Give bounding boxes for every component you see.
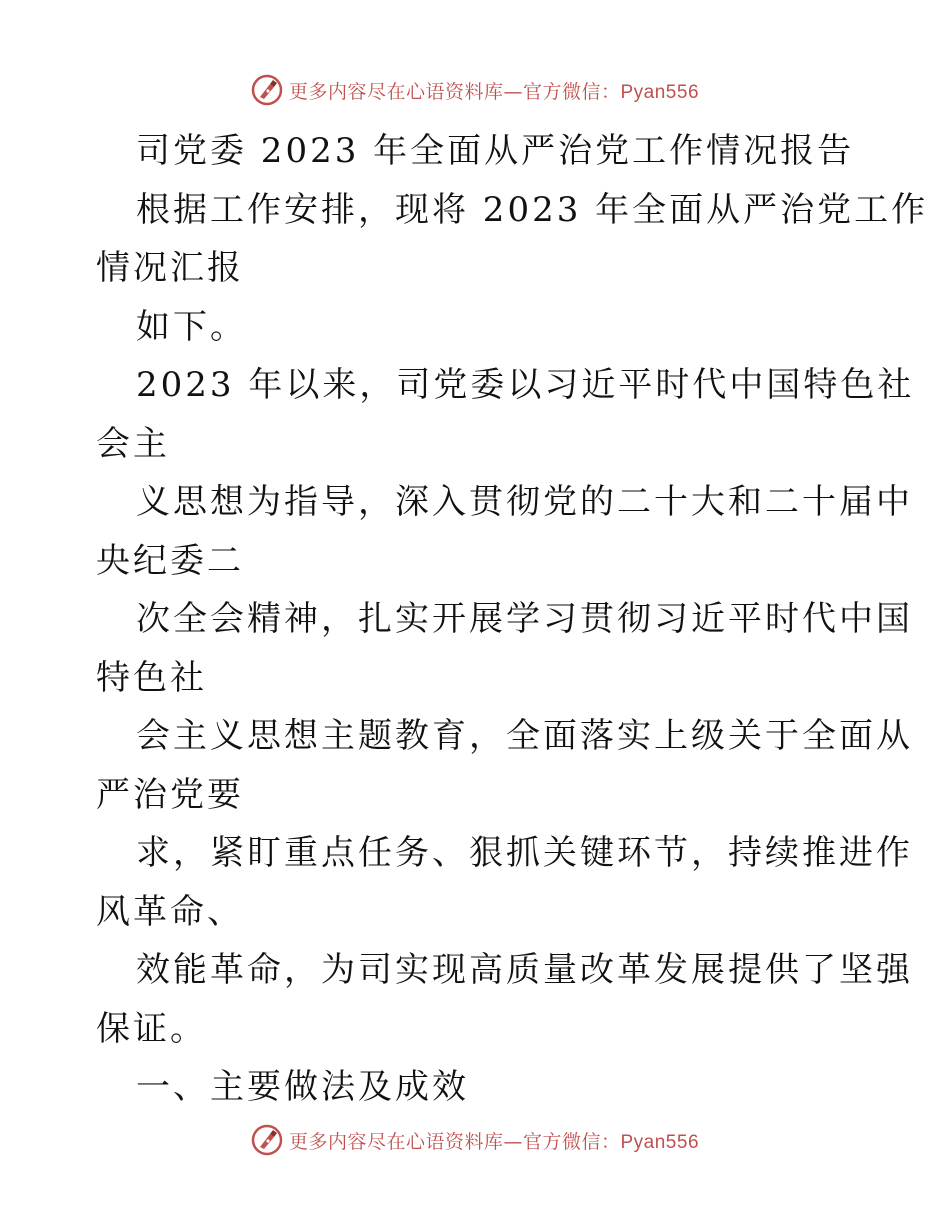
paragraph-line: 求，紧盯重点任务、狠抓关键环节，持续推进作 [136,833,913,873]
paragraph-line: 2023 年以来，司党委以习近平时代中国特色社 [136,365,915,405]
paragraph-line: 风革命、 [96,891,244,932]
paragraph-line: 一、主要做法及成效 [136,1067,469,1107]
document-title: 司党委 2023 年全面从严治党工作情况报告 [136,131,855,171]
paragraph-line: 保证。 [96,1008,207,1049]
footer-watermark-banner [0,1120,950,1160]
paragraph-line: 会主 [96,423,170,464]
paragraph-line: 情况汇报 [96,248,244,288]
paragraph-line: 效能革命，为司实现高质量改革发展提供了坚强 [136,950,913,990]
paragraph-line: 根据工作安排，现将 2023 年全面从严治党工作 [136,189,929,230]
paragraph-line: 次全会精神，扎实开展学习贯彻习近平时代中国 [136,599,913,639]
header-watermark-banner [0,70,950,110]
fountain-pen-logo-icon [251,1124,283,1156]
watermark-text: 更多内容尽在心语资料库—官方微信：Pyan556 [288,80,700,103]
paragraph-line: 央纪委二 [96,540,244,581]
watermark-text: 更多内容尽在心语资料库—官方微信：Pyan556 [288,1130,700,1153]
paragraph-line: 会主义思想主题教育，全面落实上级关于全面从 [136,716,913,756]
paragraph-line: 义思想为指导，深入贯彻党的二十大和二十届中 [136,482,913,522]
paragraph-line: 如下。 [136,306,247,347]
paragraph-line: 特色社 [96,657,207,698]
paragraph-line: 严治党要 [96,774,244,815]
document-body [96,122,929,1117]
fountain-pen-logo-icon [251,74,283,106]
